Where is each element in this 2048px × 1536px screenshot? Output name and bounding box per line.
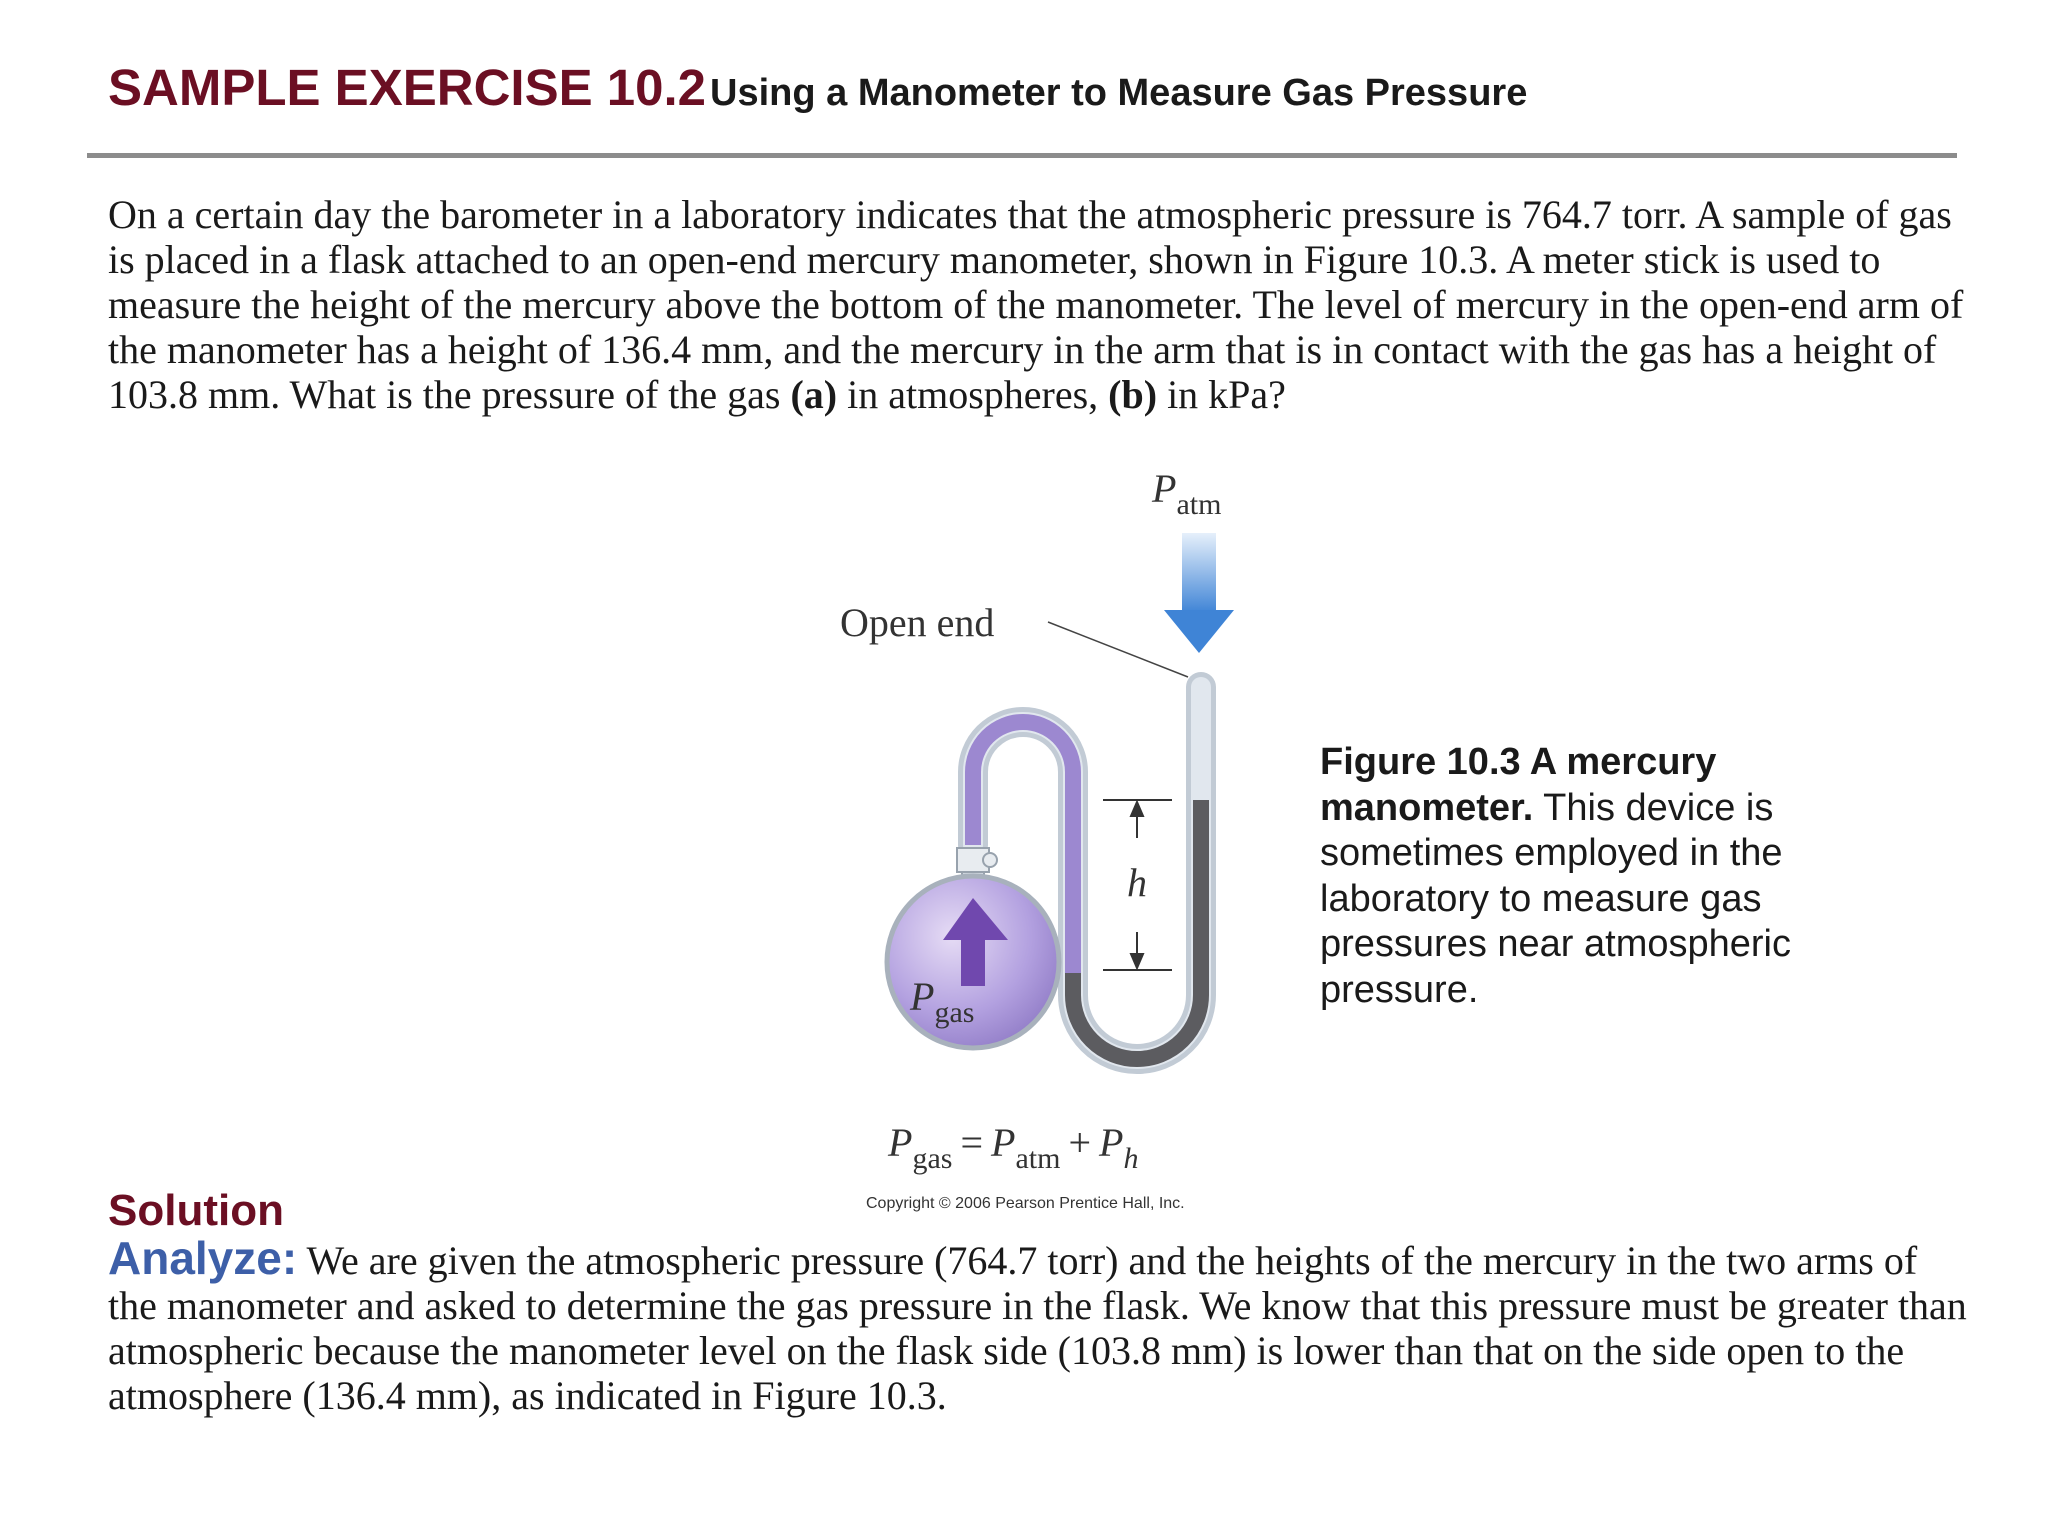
- manometer-diagram: [800, 450, 1270, 1220]
- p-gas-label: $P_{gas}$: [910, 974, 975, 1029]
- problem-statement: On a certain day the barometer in a laboratory indicates that the atmospheric pressure is 764.7 torr. A sample of gas is placed in a flask attached to an open-end mercury manometer, shown in Figure 10.3. A meter stick is used to measure the height of the mercury above the bottom of the manometer. The level of mercury in the open-end arm of the manometer has a height of 136.4 mm, and the mercury in the arm that is in contact with the gas has a height of 103.8 mm. What is the pressure of the gas (a) in atmospheres, (b) in kPa?: [108, 192, 1964, 417]
- exercise-number: SAMPLE EXERCISE 10.2: [108, 59, 707, 116]
- caption-title: Figure 10.3 A mercury manometer.: [1320, 741, 1717, 829]
- atmospheric-pressure-arrow: [1164, 533, 1234, 653]
- open-end-label: Open end: [840, 600, 995, 645]
- analyze-text: We are given the atmospheric pressure (764.7 torr) and the heights of the mercury in the two arms of the manometer and asked to determine the gas pressure in the flask. We know that this pressure must be greater than atmospheric because the manometer level on the flask side (103.8 mm) is lower than that on the side open to the atmosphere (136.4 mm), as indicated in Figure 10.3.: [108, 1238, 1967, 1418]
- manometer-figure: [800, 450, 1270, 1220]
- open-end-leader: [1048, 622, 1188, 677]
- exercise-title: Using a Manometer to Measure Gas Pressure: [710, 72, 1528, 114]
- caption-text: This device is sometimes employed in the laboratory to measure gas pressures near atmospheric pressure.: [1320, 786, 1791, 1011]
- pressure-equation: $P_{gas} = P_{atm} + P_h$: [888, 1120, 1139, 1175]
- exercise-header: [108, 58, 1527, 117]
- header-divider: [87, 153, 1957, 158]
- h-label: h: [1127, 860, 1147, 905]
- part-b-label: (b): [1108, 372, 1158, 417]
- p-atm-label: $P_{atm}$: [1152, 466, 1222, 521]
- analyze-paragraph: [108, 1232, 1968, 1418]
- analyze-label: Analyze:: [108, 1232, 298, 1284]
- figure-caption: [1320, 740, 1880, 1013]
- figure-copyright: Copyright © 2006 Pearson Prentice Hall, Inc.: [866, 1195, 1185, 1212]
- solution-heading: Solution: [108, 1186, 284, 1235]
- part-a-label: (a): [790, 372, 838, 417]
